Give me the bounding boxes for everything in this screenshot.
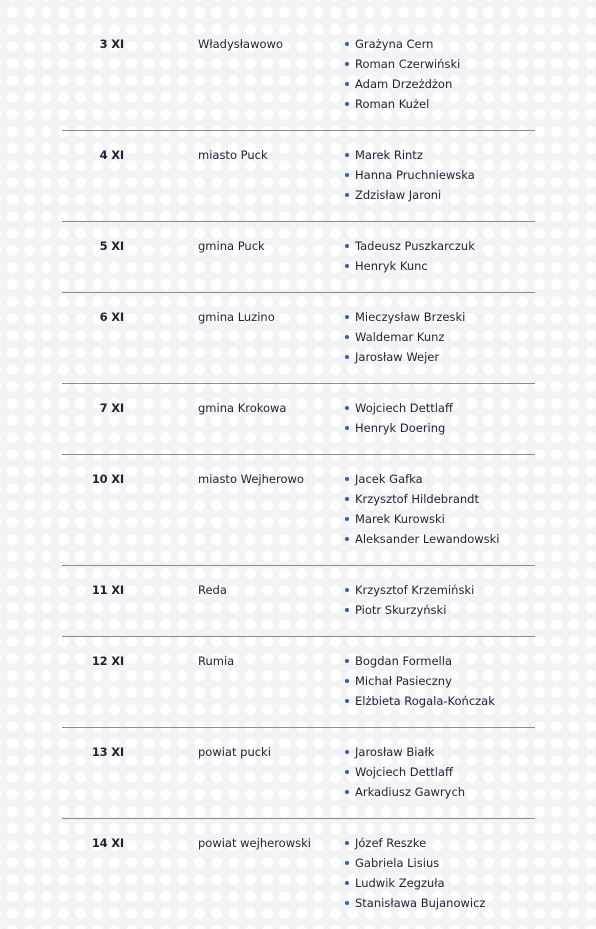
people-list xyxy=(345,469,500,549)
person-name: Jacek Gafka xyxy=(345,469,500,489)
person-name: Arkadiusz Gawrych xyxy=(345,782,465,802)
people-list xyxy=(345,34,460,114)
row-date: 5 XI xyxy=(99,239,124,253)
row-place: miasto Puck xyxy=(198,148,268,162)
people-list xyxy=(345,307,465,367)
people-list xyxy=(345,236,475,276)
schedule-row xyxy=(62,222,535,293)
person-name: Gabriela Lisius xyxy=(345,853,485,873)
person-name: Marek Rintz xyxy=(345,145,475,165)
person-name: Roman Czerwiński xyxy=(345,54,460,74)
person-name: Michał Pasieczny xyxy=(345,671,495,691)
person-name: Marek Kurowski xyxy=(345,509,500,529)
people-list xyxy=(345,742,465,802)
person-name: Zdzisław Jaroni xyxy=(345,185,475,205)
person-name: Stanisława Bujanowicz xyxy=(345,893,485,913)
schedule-row xyxy=(62,819,535,929)
schedule-row xyxy=(62,131,535,222)
schedule-row xyxy=(62,728,535,819)
person-name: Józef Reszke xyxy=(345,833,485,853)
person-name: Henryk Kunc xyxy=(345,256,475,276)
row-date: 4 XI xyxy=(99,148,124,162)
person-name: Waldemar Kunz xyxy=(345,327,465,347)
row-place: Władysławowo xyxy=(198,37,283,51)
person-name: Jarosław Białk xyxy=(345,742,465,762)
row-place: gmina Krokowa xyxy=(198,401,287,415)
person-name: Bogdan Formella xyxy=(345,651,495,671)
person-name: Ludwik Zegzuła xyxy=(345,873,485,893)
row-date: 14 XI xyxy=(91,836,124,850)
row-date: 6 XI xyxy=(99,310,124,324)
person-name: Roman Kużel xyxy=(345,94,460,114)
schedule-row xyxy=(62,455,535,566)
person-name: Elżbieta Rogala-Kończak xyxy=(345,691,495,711)
row-place: powiat wejherowski xyxy=(198,836,311,850)
row-place: Rumia xyxy=(198,654,235,668)
row-place: gmina Luzino xyxy=(198,310,275,324)
people-list xyxy=(345,651,495,711)
row-place: Reda xyxy=(198,583,227,597)
person-name: Jarosław Wejer xyxy=(345,347,465,367)
person-name: Krzysztof Krzemiński xyxy=(345,580,474,600)
row-place: powiat pucki xyxy=(198,745,271,759)
people-list xyxy=(345,580,474,620)
person-name: Aleksander Lewandowski xyxy=(345,529,500,549)
schedule-row xyxy=(62,293,535,384)
row-date: 13 XI xyxy=(91,745,124,759)
person-name: Krzysztof Hildebrandt xyxy=(345,489,500,509)
row-date: 3 XI xyxy=(99,37,124,51)
person-name: Piotr Skurzyński xyxy=(345,600,474,620)
schedule-row xyxy=(62,637,535,728)
person-name: Mieczysław Brzeski xyxy=(345,307,465,327)
schedule-table xyxy=(62,0,535,929)
row-date: 10 XI xyxy=(91,472,124,486)
person-name: Hanna Pruchniewska xyxy=(345,165,475,185)
person-name: Tadeusz Puszkarczuk xyxy=(345,236,475,256)
row-date: 12 XI xyxy=(91,654,124,668)
row-date: 7 XI xyxy=(99,401,124,415)
people-list xyxy=(345,145,475,205)
row-date: 11 XI xyxy=(91,583,124,597)
person-name: Adam Drzeżdżon xyxy=(345,74,460,94)
person-name: Henryk Doering xyxy=(345,418,453,438)
person-name: Grażyna Cern xyxy=(345,34,460,54)
schedule-row xyxy=(62,0,535,131)
row-place: miasto Wejherowo xyxy=(198,472,304,486)
schedule-row xyxy=(62,384,535,455)
people-list xyxy=(345,833,485,913)
schedule-row xyxy=(62,566,535,637)
row-place: gmina Puck xyxy=(198,239,265,253)
person-name: Wojciech Dettlaff xyxy=(345,398,453,418)
people-list xyxy=(345,398,453,438)
person-name: Wojciech Dettlaff xyxy=(345,762,465,782)
